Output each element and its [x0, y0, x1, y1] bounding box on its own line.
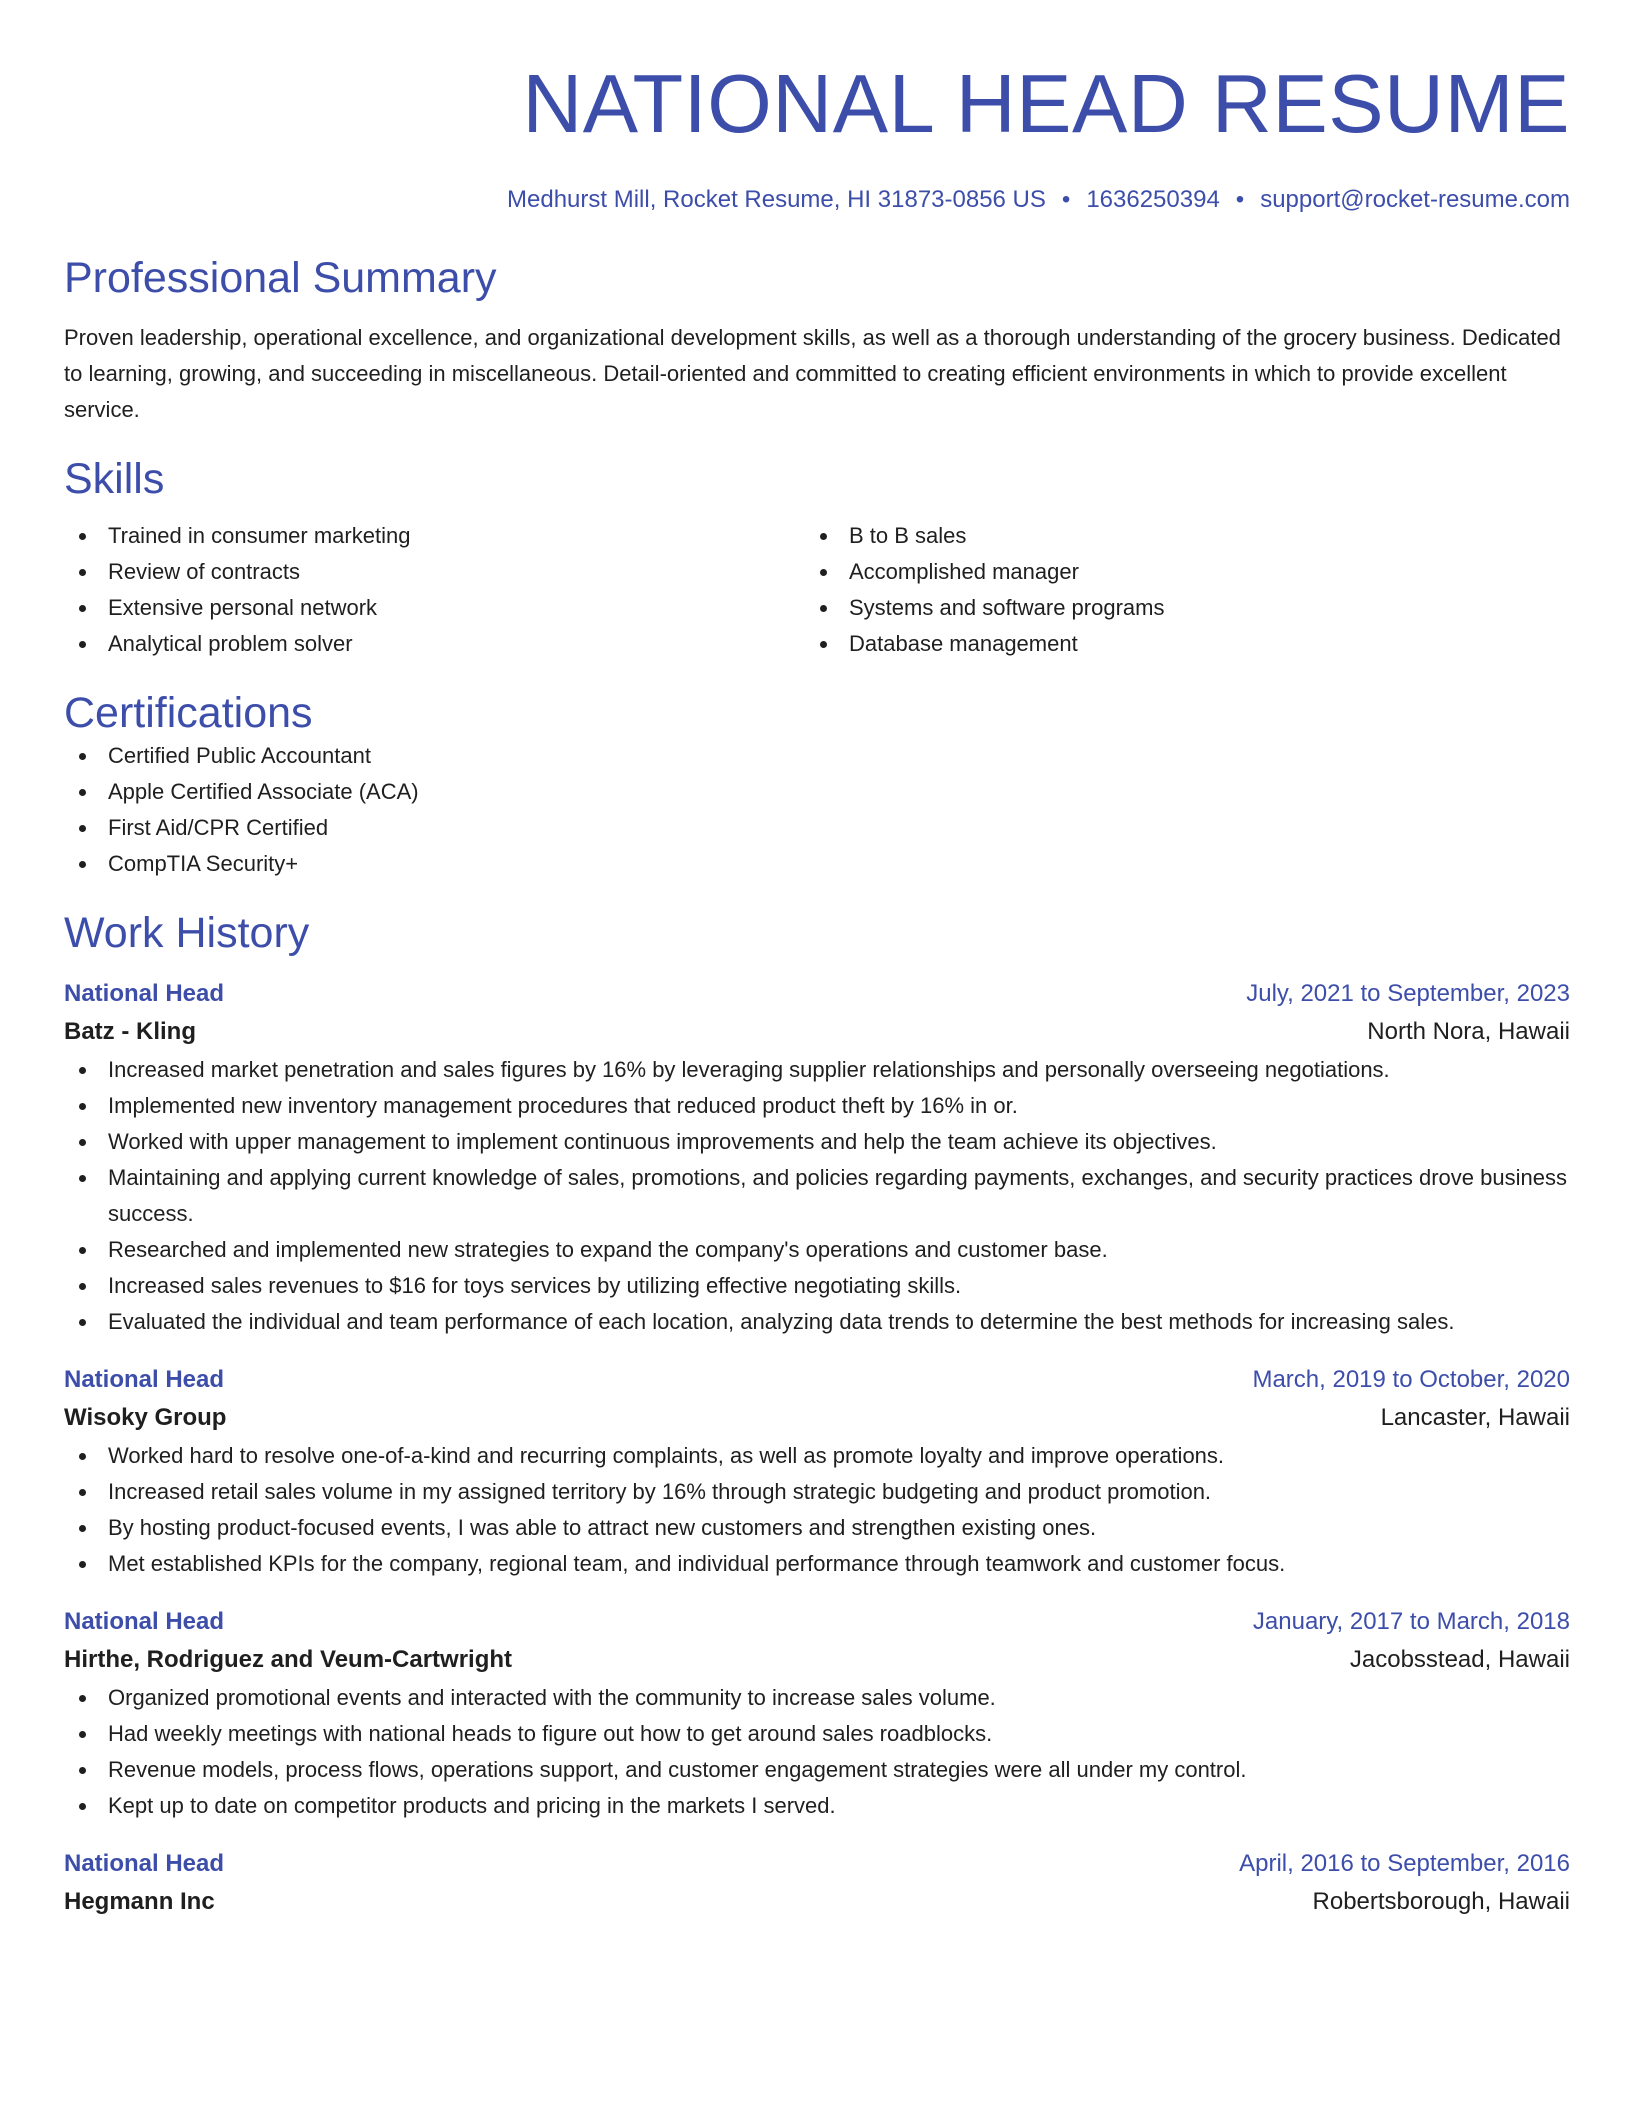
job-bullet: By hosting product-focused events, I was able to attract new customers and strengthen existing ones. — [64, 1510, 1570, 1546]
skills-column-right — [805, 518, 1164, 662]
job-company-row — [64, 1398, 1570, 1438]
job-company-row — [64, 1012, 1570, 1052]
certification-item: Apple Certified Associate (ACA) — [64, 774, 1570, 810]
job-company: Hegmann Inc — [64, 1888, 215, 1915]
section-title-summary: Professional Summary — [64, 254, 497, 302]
job-title: National Head — [64, 1366, 225, 1393]
contact-separator: • — [1235, 186, 1245, 213]
job-bullet: Researched and implemented new strategies to expand the company's operations and customer base. — [64, 1232, 1570, 1268]
skill-item: Extensive personal network — [64, 590, 805, 626]
job-bullet: Organized promotional events and interacted with the community to increase sales volume. — [64, 1680, 1570, 1716]
job-bullet-list — [64, 1438, 1570, 1582]
certification-item: First Aid/CPR Certified — [64, 810, 1570, 846]
contact-line — [64, 185, 1570, 215]
skill-item: Database management — [805, 626, 1164, 662]
job-bullet-list — [64, 1052, 1570, 1340]
work-history-list — [64, 976, 1570, 1922]
skills-list-left — [64, 518, 805, 662]
contact-email: support@rocket-resume.com — [1260, 186, 1570, 213]
job-bullet: Increased retail sales volume in my assigned territory by 16% through strategic budgeting and product promotion. — [64, 1474, 1570, 1510]
job-title: National Head — [64, 1608, 225, 1635]
job-bullet: Worked hard to resolve one-of-a-kind and recurring complaints, as well as promote loyalty and improve operations. — [64, 1438, 1570, 1474]
contact-address: Medhurst Mill, Rocket Resume, HI 31873-0856 US — [507, 186, 1046, 213]
job-entry — [64, 1846, 1570, 1922]
job-dates: July, 2021 to September, 2023 — [1246, 980, 1570, 1007]
job-bullet: Kept up to date on competitor products and pricing in the markets I served. — [64, 1788, 1570, 1824]
job-location: Lancaster, Hawaii — [1380, 1404, 1570, 1431]
skills-columns — [64, 518, 1570, 662]
skill-item: Systems and software programs — [805, 590, 1164, 626]
job-bullet-list — [64, 1680, 1570, 1824]
job-bullet: Maintaining and applying current knowledge of sales, promotions, and policies regarding payments, exchanges, and security practices drove business success. — [64, 1160, 1570, 1232]
job-location: Jacobsstead, Hawaii — [1349, 1646, 1570, 1673]
skills-list-right — [805, 518, 1164, 662]
job-bullet: Increased sales revenues to $16 for toys services by utilizing effective negotiating skills. — [64, 1268, 1570, 1304]
contact-separator: • — [1061, 186, 1071, 213]
certification-item: CompTIA Security+ — [64, 846, 1570, 882]
section-title-work-history: Work History — [64, 909, 310, 957]
resume-name: NATIONAL HEAD RESUME — [522, 57, 1570, 150]
job-entry — [64, 1362, 1570, 1582]
job-bullet: Implemented new inventory management procedures that reduced product theft by 16% in or. — [64, 1088, 1570, 1124]
job-entry — [64, 1604, 1570, 1824]
job-title: National Head — [64, 980, 225, 1007]
job-dates: January, 2017 to March, 2018 — [1252, 1608, 1570, 1635]
section-title-certifications: Certifications — [64, 689, 313, 737]
job-location: Robertsborough, Hawaii — [1312, 1888, 1570, 1915]
skill-item: Accomplished manager — [805, 554, 1164, 590]
job-company: Hirthe, Rodriguez and Veum-Cartwright — [64, 1646, 513, 1673]
certification-item: Certified Public Accountant — [64, 738, 1570, 774]
job-bullet: Increased market penetration and sales figures by 16% by leveraging supplier relationships and personally overseeing negotiations. — [64, 1052, 1570, 1088]
contact-phone: 1636250394 — [1086, 186, 1220, 213]
skill-item: Review of contracts — [64, 554, 805, 590]
job-company-row — [64, 1640, 1570, 1680]
job-location: North Nora, Hawaii — [1367, 1018, 1570, 1045]
skills-column-left — [64, 518, 805, 662]
job-header-row — [64, 976, 1570, 1012]
skill-item: B to B sales — [805, 518, 1164, 554]
job-company: Batz - Kling — [64, 1018, 196, 1045]
skill-item: Trained in consumer marketing — [64, 518, 805, 554]
job-dates: April, 2016 to September, 2016 — [1239, 1850, 1570, 1877]
job-bullet: Evaluated the individual and team performance of each location, analyzing data trends to determine the best methods for increasing sales. — [64, 1304, 1570, 1340]
section-title-skills: Skills — [64, 455, 165, 503]
job-dates: March, 2019 to October, 2020 — [1252, 1366, 1570, 1393]
job-header-row — [64, 1362, 1570, 1398]
job-title: National Head — [64, 1850, 225, 1877]
job-header-row — [64, 1846, 1570, 1882]
job-company: Wisoky Group — [64, 1404, 227, 1431]
job-bullet: Had weekly meetings with national heads to figure out how to get around sales roadblocks. — [64, 1716, 1570, 1752]
skill-item: Analytical problem solver — [64, 626, 805, 662]
job-header-row — [64, 1604, 1570, 1640]
job-bullet: Met established KPIs for the company, regional team, and individual performance through teamwork and customer focus. — [64, 1546, 1570, 1582]
job-entry — [64, 976, 1570, 1340]
summary-text: Proven leadership, operational excellence, and organizational development skills, as well as a thorough understanding of the grocery business. Dedicated to learning, growing, and succeeding in miscellaneous. Detail-oriented and committed to creating efficient environments in which to provide excellent service. — [64, 325, 1561, 422]
certifications-list — [64, 738, 1570, 882]
job-company-row — [64, 1882, 1570, 1922]
job-bullet: Worked with upper management to implement continuous improvements and help the team achieve its objectives. — [64, 1124, 1570, 1160]
job-bullet: Revenue models, process flows, operations support, and customer engagement strategies were all under my control. — [64, 1752, 1570, 1788]
